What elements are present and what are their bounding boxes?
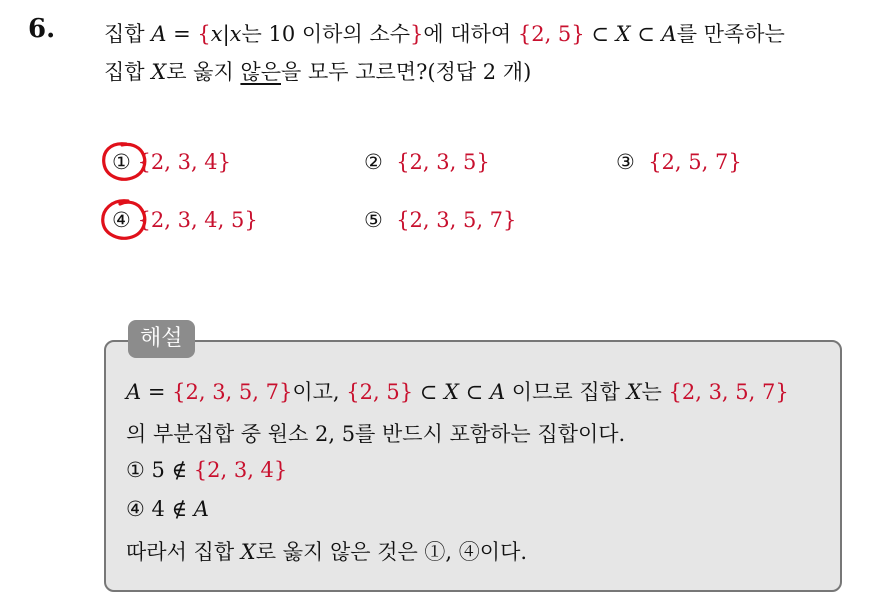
var-a: A — [661, 22, 677, 46]
solution-text: = — [141, 380, 173, 404]
solution-line4 — [126, 497, 209, 521]
underlined-keyword: 않은 — [240, 60, 281, 84]
stem-text: 에 대하여 — [423, 22, 518, 46]
choice-2[interactable] — [364, 150, 490, 174]
var-capital-x: X — [626, 380, 642, 404]
choice-number: ② — [364, 150, 383, 174]
solution-text: 따라서 집합 — [126, 540, 241, 564]
solution-tag: 해설 — [128, 320, 195, 358]
choice-number: ① — [112, 150, 131, 174]
solution-line3 — [126, 458, 287, 482]
choice-number: ④ — [112, 208, 131, 232]
solution-text: 로 옳지 않은 것은 ①, ④이다. — [255, 540, 528, 564]
var-a: A — [489, 380, 506, 404]
var-x: x — [210, 22, 223, 46]
choice-number: ① — [126, 458, 145, 482]
choice-5[interactable] — [364, 208, 516, 232]
stem-text: = — [166, 22, 198, 46]
var-a: A — [151, 22, 167, 46]
stem-text: 로 옳지 — [166, 60, 241, 84]
solution-line5 — [126, 536, 527, 566]
var-capital-x: X — [615, 22, 631, 46]
subset-symbol: ⊂ — [584, 22, 616, 46]
question-stem-line2 — [104, 56, 531, 86]
choice-set: {2, 5, 7} — [648, 150, 742, 174]
set-literal: {2, 3, 5, 7} — [668, 380, 789, 404]
set-brace-open: { — [197, 22, 211, 46]
choice-set: {2, 3, 4} — [137, 150, 232, 174]
subset-symbol: ⊂ — [413, 380, 445, 404]
question-number: 6. — [28, 14, 56, 44]
choice-number: ⑤ — [364, 208, 383, 232]
stem-text: 을 모두 고르면?(정답 2 개) — [281, 60, 532, 84]
var-a: A — [193, 497, 209, 521]
var-capital-x: X — [151, 60, 167, 84]
choice-number: ③ — [616, 150, 635, 174]
solution-text: 5 ∉ — [144, 458, 194, 482]
answer-circle-mark-1 — [98, 138, 152, 186]
stem-text: 집합 — [104, 22, 152, 46]
question-stem-line1 — [104, 18, 785, 48]
answer-circle-mark-4 — [98, 196, 152, 244]
set-brace-close: } — [409, 22, 424, 46]
set-literal: {2, 3, 4} — [193, 458, 288, 482]
solution-line2: 의 부분집합 중 원소 2, 5를 반드시 포함하는 집합이다. — [126, 422, 626, 446]
choice-set: {2, 3, 5} — [396, 150, 490, 174]
choice-set: {2, 3, 4, 5} — [137, 208, 258, 232]
solution-text: 이고, — [292, 380, 347, 404]
solution-line1 — [126, 376, 789, 406]
set-bar: | — [222, 22, 230, 46]
var-x: x — [229, 22, 242, 46]
set-literal: {2, 3, 5, 7} — [172, 380, 293, 404]
stem-text: 를 만족하는 — [676, 22, 785, 46]
var-capital-x: X — [444, 380, 459, 404]
set-literal: {2, 5} — [517, 22, 585, 46]
choice-number: ④ — [126, 497, 145, 521]
set-literal: {2, 5} — [346, 380, 414, 404]
choice-set: {2, 3, 5, 7} — [396, 208, 517, 232]
var-capital-x: X — [240, 540, 256, 564]
stem-text: 는 10 이하의 소수 — [241, 22, 410, 46]
var-a: A — [126, 380, 142, 404]
solution-text: 는 — [641, 380, 669, 404]
subset-symbol: ⊂ — [630, 22, 662, 46]
stem-text: 집합 — [104, 60, 152, 84]
subset-symbol: ⊂ — [458, 380, 490, 404]
choice-3[interactable] — [616, 150, 742, 174]
solution-text: 4 ∉ — [144, 497, 194, 521]
solution-text: 이므로 집합 — [505, 380, 627, 404]
